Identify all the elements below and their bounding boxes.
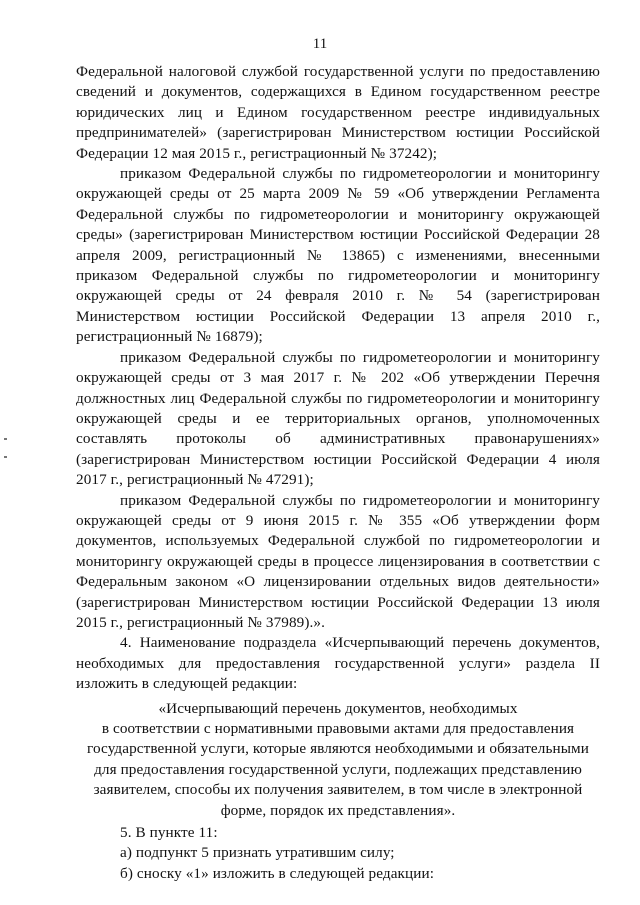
subsection-heading xyxy=(82,699,594,821)
list-item-5b: б) сноску «1» изложить в следующей редакции: xyxy=(120,864,435,882)
scan-edge-mark xyxy=(4,456,7,458)
paragraph-hydromet-regulation-order: приказом Федеральной службы по гидрометеорологии и мониторингу окружающей среды от 25 марта 2009 № 59 «Об утверждении Регламента Федеральной службы по гидрометеорологии и мониторингу окружающей среды» (зарегистрирован Министерством юстиции Российской Федерации 28 апреля 2009, регистрационный № 13865) с изменениями, внесенными приказом Федеральной службы по гидрометеорологии и мониторингу окружающей среды от 24 февраля 2010 г. № 54 (зарегистрирован Министерством юстиции Российской Федерации 13 апреля 2010 г., регистрационный № 16879); xyxy=(76,165,600,346)
list-item-5: 5. В пункте 11: xyxy=(120,824,218,842)
heading-line: для предоставления государственной услуги, подлежащих представлению xyxy=(94,760,582,778)
heading-line: «Исчерпывающий перечень документов, необходимых xyxy=(158,699,518,717)
document-body xyxy=(76,62,600,884)
paragraph-officials-list-order: приказом Федеральной службы по гидрометеорологии и мониторингу окружающей среды от 3 мая 2017 г. № 202 «Об утверждении Перечня должностных лиц Федеральной службы по гидрометеорологии и мониторингу окружающей среды и ее территориальных органов, уполномоченных составлять протоколы об административных правонарушениях» (зарегистрирован Министерством юстиции Российской Федерации 4 июля 2017 г., регистрационный № 47291); xyxy=(76,348,600,489)
page-number: 11 xyxy=(312,36,328,52)
heading-line: государственной услуги, которые являются необходимыми и обязательными xyxy=(87,740,589,758)
paragraph-licensing-forms-order: приказом Федеральной службы по гидрометеорологии и мониторингу окружающей среды от 9 июня 2015 г. № 355 «Об утверждении форм документов, используемых Федеральной службой по гидрометеорологии и мониторингу окружающей среды в процессе лицензирования в соответствии с Федеральным законом «О лицензировании отдельных видов деятельности» (зарегистрирован Министерством юстиции Российской Федерации 13 июля 2015 г., регистрационный № 37989).». xyxy=(76,491,600,631)
paragraph-item-4: 4. Наименование подраздела «Исчерпывающий перечень документов, необходимых для предоставления государственной услуги» раздела II изложить в следующей редакции: xyxy=(76,634,600,693)
heading-line: форме, порядок их представления». xyxy=(220,801,456,819)
scan-edge-mark xyxy=(4,438,7,440)
heading-line: заявителем, способы их получения заявителем, в том числе в электронной xyxy=(93,781,583,799)
heading-line: в соответствии с нормативными правовыми актами для предоставления xyxy=(101,720,575,737)
paragraph-continuation: Федеральной налоговой службой государственной услуги по предоставлению сведений и документов, содержащихся в Едином государственном реестре юридических лиц и Едином государственном реестре индивидуальных предпринимателей» (зарегистрирован Министерством юстиции Российской Федерации 12 мая 2015 г., регистрационный № 37242); xyxy=(76,63,600,162)
list-item-5a: а) подпункт 5 признать утратившим силу; xyxy=(120,844,395,862)
